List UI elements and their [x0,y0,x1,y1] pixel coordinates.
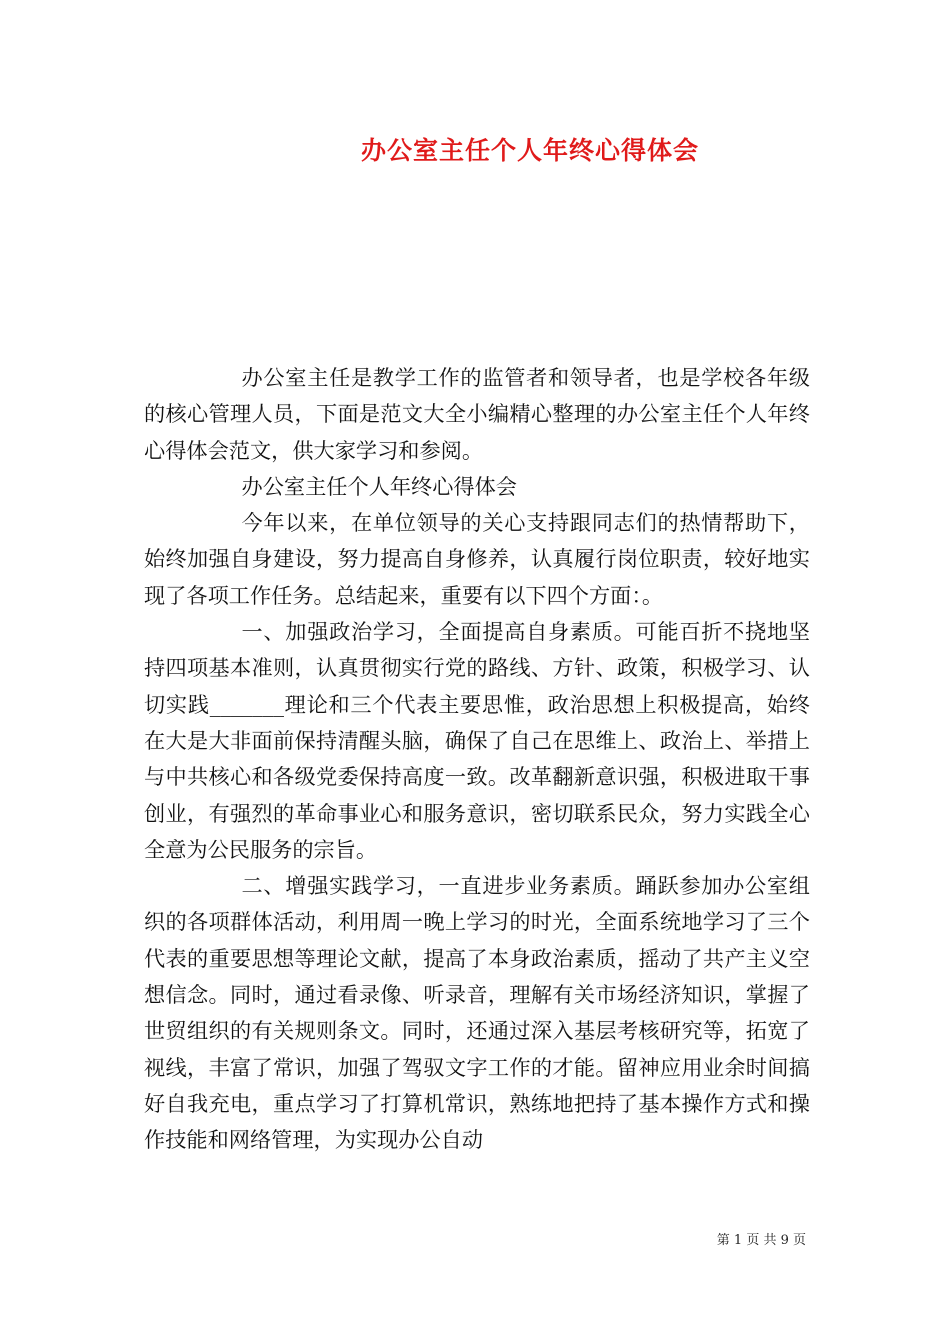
page-number-footer: 第 1 页 共 9 页 [716,1233,806,1248]
section-two-paragraph: 二、增强实践学习，一直进步业务素质。踊跃参加办公室组织的各项群体活动，利用周一晚上学习的时光，全面系统地学习了三个代表的重要思想等理论文献，提高了本身政治素质，摇动了共产主义空想信念。同时，通过看录像、听录音，理解有关市场经济知识，掌握了世贸组织的有关规则条文。同时，还通过深入基层考核研究等，拓宽了视线，丰富了常识，加强了驾驭文字工作的才能。留神应用业余时间搞好自我充电，重点学习了打算机常识，熟练地把持了基本操作方式和操作技能和网络管理，为实现办公自动 [144,873,810,1153]
overview-paragraph: 今年以来，在单位领导的关心支持跟同志们的热情帮助下，始终加强自身建设，努力提高自身修养，认真履行岗位职责，较好地实现了各项工作任务。总结起来，重要有以下四个方面：。 [144,510,810,608]
subtitle-paragraph: 办公室主任个人年终心得体会 [241,473,517,499]
intro-paragraph: 办公室主任是教学工作的监管者和领导者，也是学校各年级的核心管理人员，下面是范文大全小编精心整理的办公室主任个人年终心得体会范文，供大家学习和参阅。 [144,365,810,463]
section-one-paragraph: 一、加强政治学习，全面提高自身素质。可能百折不挠地坚持四项基本准则，认真贯彻实行党的路线、方针、政策，积极学习、认切实践_______理论和三个代表主要思惟，政治思想上积极提高，始终在大是大非面前保持清醒头脑，确保了自己在思维上、政治上、举措上与中共核心和各级党委保持高度一致。改革翻新意识强，积极进取干事创业，有强烈的革命事业心和服务意识，密切联系民众，努力实践全心全意为公民服务的宗旨。 [144,619,810,862]
document-body [144,360,810,1159]
document-title: 办公室主任个人年终心得体会 [360,136,699,165]
